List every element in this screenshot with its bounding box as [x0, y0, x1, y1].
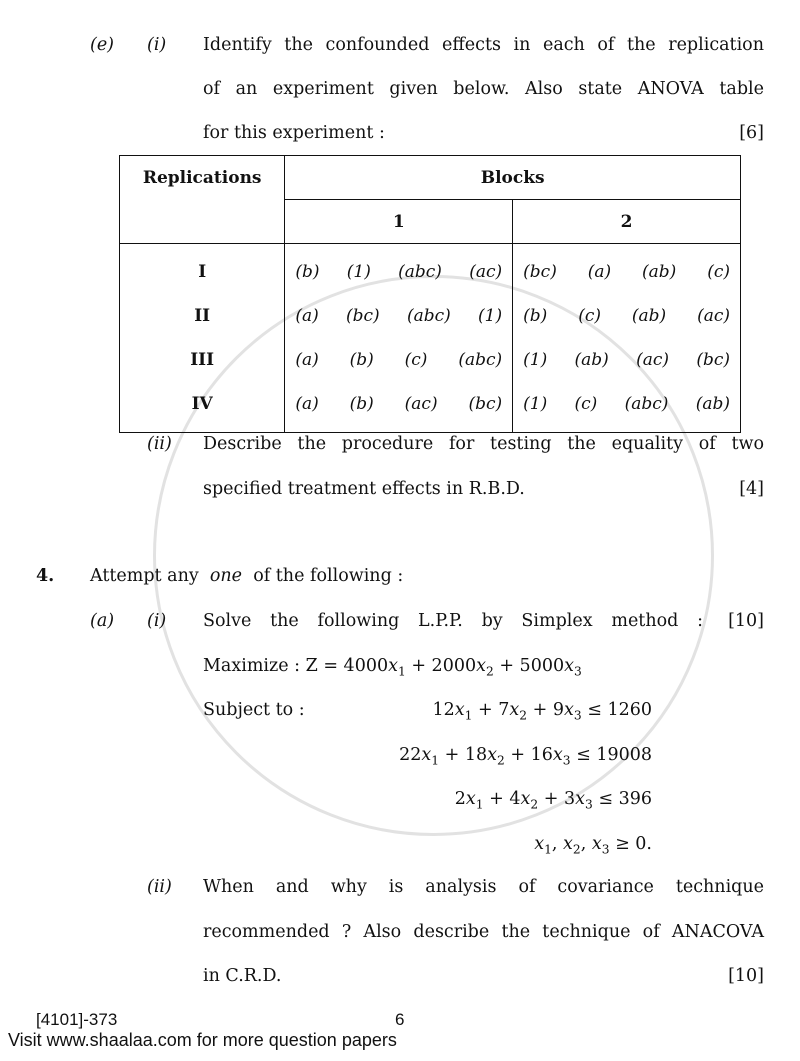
q4-prefix: Attempt any: [90, 566, 199, 586]
q3eii-text-line2: specified treatment effects in R.B.D.: [203, 479, 525, 499]
header-replications: Replications: [120, 156, 285, 244]
q3e-marks: [6]: [739, 123, 764, 143]
treatment-cell: (b): [349, 350, 374, 370]
header-block-1: 1: [285, 200, 513, 244]
replication-label: IV: [191, 394, 213, 414]
treatment-cell: (1): [478, 306, 503, 326]
replication-label: I: [198, 262, 207, 282]
treatment-cell: (a): [295, 394, 319, 414]
q4-suffix: of the following :: [253, 566, 404, 586]
treatment-cell: (bc): [523, 262, 557, 282]
treatment-cell: (c): [578, 306, 601, 326]
footer-visit-link[interactable]: Visit www.shaalaa.com for more question papers: [8, 1030, 397, 1050]
treatment-cell: (bc): [346, 306, 380, 326]
block-1-row: [285, 294, 512, 338]
replication-label: III: [190, 350, 215, 370]
header-block-2: 2: [513, 200, 741, 244]
treatment-cell: (1): [346, 262, 371, 282]
block-2-row: [513, 382, 740, 426]
q4-emph: one: [209, 566, 243, 586]
objective-function: Maximize : $Z = 4000x_1 + 2000x_2 + 5000x_3$: [203, 656, 582, 679]
treatment-cell: (a): [295, 350, 319, 370]
treatment-cell: (c): [707, 262, 730, 282]
treatment-cell: (b): [295, 262, 320, 282]
subpart-label-i: (i): [147, 35, 167, 55]
block-1-column: [285, 244, 513, 433]
treatment-cell: (ab): [642, 262, 677, 282]
header-blocks: Blocks: [285, 156, 741, 200]
q3eii-marks: [4]: [739, 479, 764, 499]
treatment-cell: (abc): [406, 306, 451, 326]
q4aii-text-line3: in C.R.D.: [203, 966, 282, 986]
treatment-cell: (1): [523, 350, 548, 370]
q3eii-text-line1: Describe the procedure for testing the equality of two: [203, 434, 764, 454]
paper-code: [4101]-373: [36, 1010, 118, 1029]
q3e-text-line2: of an experiment given below. Also state ANOVA table: [203, 79, 764, 99]
treatment-cell: (ac): [469, 262, 503, 282]
subpart-label-ii: (ii): [147, 434, 172, 454]
q3e-text-line3: for this experiment :: [203, 123, 385, 143]
treatment-cell: (abc): [398, 262, 442, 282]
q4aii-text-line2: recommended ? Also describe the technique of ANACOVA: [203, 922, 764, 942]
constraint-3: $2x_1 + 4x_2 + 3x_3 \le 396$: [454, 789, 652, 812]
treatment-cell: (1): [523, 394, 548, 414]
subpart-label-ii: (ii): [147, 877, 172, 897]
block-2-row: [513, 338, 740, 382]
question-label-a: (a): [90, 611, 115, 631]
treatment-cell: (a): [587, 262, 612, 282]
block-2-column: [513, 244, 741, 433]
non-negativity: $x_1$, $x_2$, $x_3 \ge 0$.: [534, 834, 652, 857]
treatment-cell: (ab): [574, 350, 609, 370]
subject-to-label: Subject to :: [203, 700, 305, 720]
treatment-cell: (ab): [631, 306, 667, 326]
treatment-cell: (ac): [636, 350, 670, 370]
treatment-cell: (ac): [404, 394, 438, 414]
subpart-label-i: (i): [147, 611, 167, 631]
q3e-text-line1: Identify the confounded effects in each of the replication: [203, 35, 764, 55]
treatment-cell: (c): [574, 394, 598, 414]
treatment-cell: (abc): [458, 350, 503, 370]
replication-table: [119, 155, 741, 433]
treatment-cell: (b): [349, 394, 374, 414]
treatment-cell: (bc): [468, 394, 503, 414]
treatment-cell: (bc): [696, 350, 730, 370]
q4a-text-line1: Solve the following L.P.P. by Simplex method :: [203, 611, 703, 631]
question-number-4: 4.: [36, 566, 55, 586]
block-1-row: [285, 250, 512, 294]
q4a-marks: [10]: [728, 611, 764, 631]
treatment-cell: (ac): [697, 306, 730, 326]
block-1-row: [285, 382, 512, 426]
q4aii-marks: [10]: [728, 966, 764, 986]
block-2-row: [513, 294, 740, 338]
replication-column: [120, 244, 285, 433]
replication-label: II: [194, 306, 211, 326]
constraint-2: $22x_1 + 18x_2 + 16x_3 \le 19008$: [399, 745, 652, 768]
treatment-cell: (a): [295, 306, 319, 326]
treatment-cell: (abc): [624, 394, 669, 414]
q4-instruction: [90, 566, 403, 586]
constraint-1: $12x_1 + 7x_2 + 9x_3 \le 1260$: [432, 700, 652, 723]
treatment-cell: (c): [404, 350, 428, 370]
block-2-row: [513, 250, 740, 294]
treatment-cell: (b): [523, 306, 548, 326]
treatment-cell: (ab): [695, 394, 730, 414]
block-1-row: [285, 338, 512, 382]
question-label-e: (e): [90, 35, 115, 55]
page-number: 6: [395, 1010, 405, 1029]
q4aii-text-line1: When and why is analysis of covariance technique: [203, 877, 764, 897]
